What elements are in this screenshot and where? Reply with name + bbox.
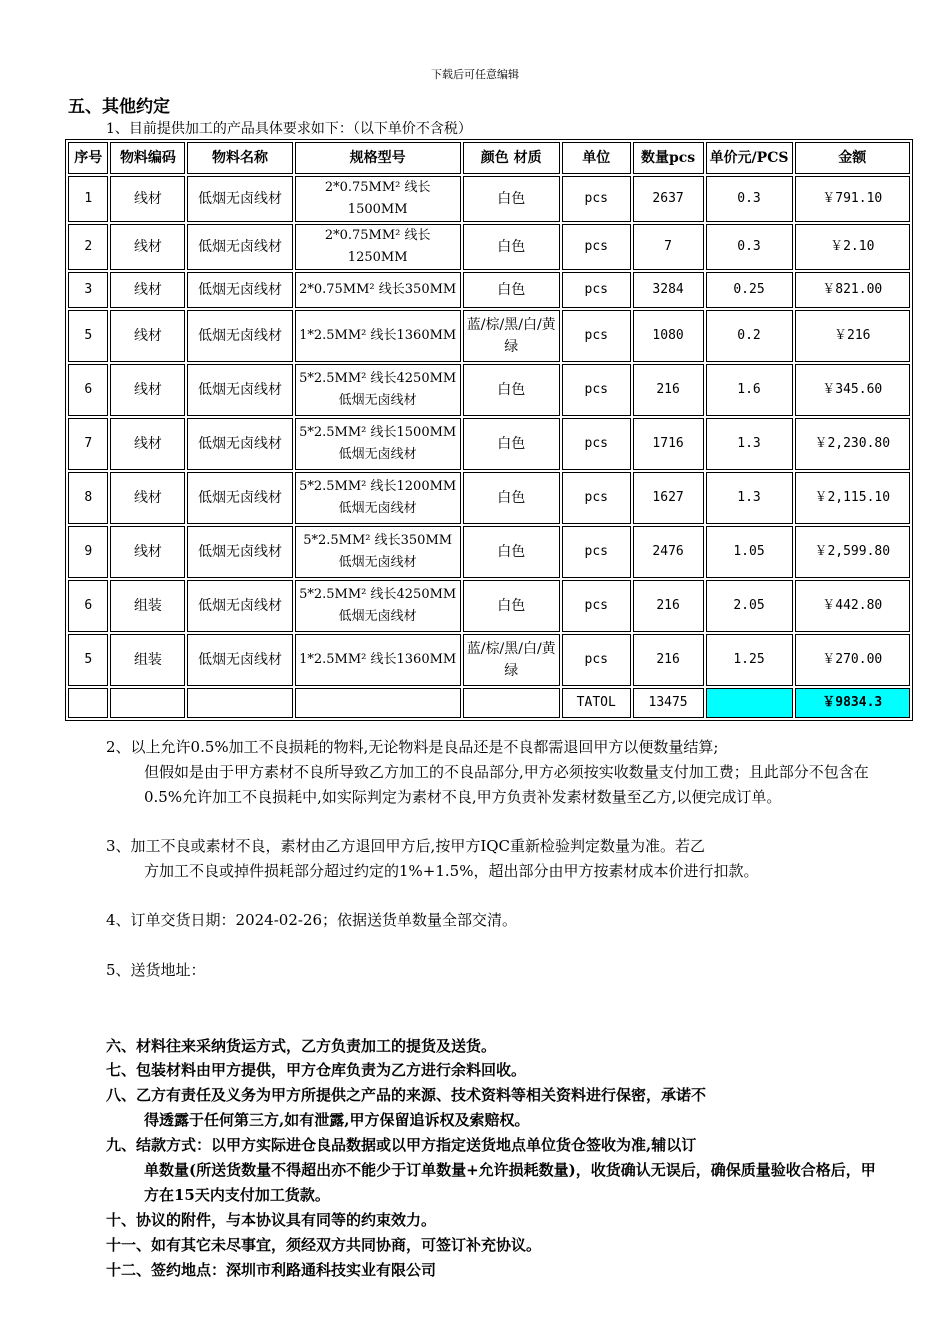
total-cell: [110, 688, 185, 718]
spec-line: 2*0.75MM² 线长1250MM: [324, 228, 431, 265]
cell-name: 低烟无卤线材: [187, 526, 292, 578]
cell-price: 1.05: [706, 526, 793, 578]
cell-color: 白色: [463, 272, 560, 308]
cell-color: 白色: [463, 224, 560, 270]
cell-price: 0.2: [706, 310, 793, 362]
cell-qty: 216: [633, 634, 704, 686]
clause-2-line1: 2、以上允许0.5%加工不良损耗的物料,无论物料是良品还是不良都需退回甲方以便数量结算;: [106, 738, 719, 756]
cell-no: 7: [68, 418, 108, 470]
cell-name: 低烟无卤线材: [187, 310, 292, 362]
cell-name: 低烟无卤线材: [187, 580, 292, 632]
total-cell: [295, 688, 461, 718]
cell-price: 2.05: [706, 580, 793, 632]
cell-code: 线材: [110, 364, 185, 416]
spec-line: 5*2.5MM² 线长1200MM: [299, 479, 457, 494]
clause-2-cont: 但假如是由于甲方素材不良所导致乙方加工的不良品部分,甲方必须按实收数量支付加工费；且此部分不包含在0.5%允许加工不良损耗中,如实际判定为素材不良,甲方负责补发素材数量至乙方,以便完成订单。: [144, 763, 869, 806]
cell-amount: ￥791.10: [795, 176, 910, 222]
article-10: 十、协议的附件，与本协议具有同等的约束效力。: [106, 1211, 437, 1229]
cell-price: 1.3: [706, 472, 793, 524]
column-header: 单位: [562, 142, 631, 174]
cell-code: 组装: [110, 580, 185, 632]
cell-no: 8: [68, 472, 108, 524]
cell-no: 1: [68, 176, 108, 222]
cell-name: 低烟无卤线材: [187, 224, 292, 270]
cell-spec: [295, 224, 461, 270]
cell-name: 低烟无卤线材: [187, 364, 292, 416]
clause-5: 5、送货地址：: [106, 961, 206, 979]
cell-name: 低烟无卤线材: [187, 634, 292, 686]
cell-qty: 2637: [633, 176, 704, 222]
cell-unit: pcs: [562, 580, 631, 632]
table-row: [68, 364, 910, 416]
cell-amount: ￥2,230.80: [795, 418, 910, 470]
cell-name: 低烟无卤线材: [187, 272, 292, 308]
cell-qty: 3284: [633, 272, 704, 308]
spec-line: 1*2.5MM² 线长1360MM: [299, 652, 457, 667]
cell-color: 白色: [463, 472, 560, 524]
clause-2: [106, 735, 886, 810]
clause-3: [106, 834, 886, 884]
cell-name: 低烟无卤线材: [187, 418, 292, 470]
cell-price: 0.3: [706, 224, 793, 270]
cell-code: 线材: [110, 310, 185, 362]
spec-line: 5*2.5MM² 线长350MM: [303, 533, 453, 548]
column-header: 序号: [68, 142, 108, 174]
cell-color: 白色: [463, 580, 560, 632]
cell-amount: ￥821.00: [795, 272, 910, 308]
cell-amount: ￥442.80: [795, 580, 910, 632]
total-cell: [187, 688, 292, 718]
cell-color: 白色: [463, 176, 560, 222]
article-7: 七、包装材料由甲方提供，甲方仓库负责为乙方进行余料回收。: [106, 1061, 527, 1079]
cell-qty: 1627: [633, 472, 704, 524]
cell-no: 9: [68, 526, 108, 578]
section-title: 五、其他约定: [68, 97, 170, 117]
cell-qty: 1716: [633, 418, 704, 470]
cell-spec: [295, 472, 461, 524]
cell-no: 6: [68, 580, 108, 632]
cell-color: 蓝/棕/黑/白/黄绿: [463, 634, 560, 686]
cell-color: 蓝/棕/黑/白/黄绿: [463, 310, 560, 362]
cell-color: 白色: [463, 418, 560, 470]
cell-qty: 216: [633, 580, 704, 632]
cell-unit: pcs: [562, 364, 631, 416]
cell-code: 组装: [110, 634, 185, 686]
article-8: [106, 1083, 886, 1133]
cell-unit: pcs: [562, 272, 631, 308]
cell-no: 3: [68, 272, 108, 308]
cell-amount: ￥2,115.10: [795, 472, 910, 524]
spec-line-2: 低烟无卤线材: [338, 447, 417, 462]
spec-line-2: 低烟无卤线材: [338, 609, 417, 624]
cell-code: 线材: [110, 224, 185, 270]
column-header: 物料名称: [187, 142, 292, 174]
article-11: 十一、如有其它未尽事宜，须经双方共同协商，可签订补充协议。: [106, 1236, 542, 1254]
cell-spec: [295, 272, 461, 308]
cell-price: 1.6: [706, 364, 793, 416]
cell-price: 0.25: [706, 272, 793, 308]
column-header: 物料编码: [110, 142, 185, 174]
cell-price: 1.25: [706, 634, 793, 686]
column-header: 金额: [795, 142, 910, 174]
article-9: [106, 1133, 886, 1208]
cell-unit: pcs: [562, 176, 631, 222]
total-cell: [463, 688, 560, 718]
spec-line: 5*2.5MM² 线长4250MM: [299, 371, 457, 386]
spec-line: 1*2.5MM² 线长1360MM: [299, 328, 457, 343]
cell-color: 白色: [463, 526, 560, 578]
spec-line: 5*2.5MM² 线长4250MM: [299, 587, 457, 602]
cell-name: 低烟无卤线材: [187, 176, 292, 222]
clause-3-line1: 3、加工不良或素材不良，素材由乙方退回甲方后,按甲方IQC重新检验判定数量为准。若乙: [106, 837, 706, 855]
cell-amount: ￥2,599.80: [795, 526, 910, 578]
total-row: [68, 688, 910, 718]
article-9-line1: 九、结款方式：以甲方实际进仓良品数据或以甲方指定送货地点单位货仓签收为准,辅以订: [106, 1136, 697, 1154]
cell-no: 6: [68, 364, 108, 416]
cell-code: 线材: [110, 176, 185, 222]
cell-spec: [295, 364, 461, 416]
cell-unit: pcs: [562, 634, 631, 686]
cell-qty: 216: [633, 364, 704, 416]
spec-line: 5*2.5MM² 线长1500MM: [299, 425, 457, 440]
intro-text: 1、目前提供加工的产品具体要求如下：（以下单价不含税）: [106, 121, 472, 137]
table-row: [68, 176, 910, 222]
spec-line-2: 低烟无卤线材: [338, 555, 417, 570]
cell-amount: ￥2.10: [795, 224, 910, 270]
table-row: [68, 580, 910, 632]
product-table: [65, 139, 913, 721]
article-9-cont: 单数量(所送货数量不得超出亦不能少于订单数量+允许损耗数量)，收货确认无误后，确保质量验收合格后，甲方在15天内支付加工货款。: [144, 1161, 876, 1204]
cell-spec: [295, 176, 461, 222]
cell-color: 白色: [463, 364, 560, 416]
column-header: 单价元/PCS: [706, 142, 793, 174]
cell-code: 线材: [110, 418, 185, 470]
cell-unit: pcs: [562, 310, 631, 362]
cell-amount: ￥270.00: [795, 634, 910, 686]
highlight-cell: [706, 688, 793, 718]
table-row: [68, 472, 910, 524]
total-amount: ￥9834.3: [795, 688, 910, 718]
spec-line-2: 低烟无卤线材: [338, 393, 417, 408]
cell-spec: [295, 526, 461, 578]
cell-unit: pcs: [562, 526, 631, 578]
total-cell: [68, 688, 108, 718]
cell-qty: 1080: [633, 310, 704, 362]
spec-line: 2*0.75MM² 线长1500MM: [324, 180, 431, 217]
article-8-cont: 得透露于任何第三方,如有泄露,甲方保留追诉权及索赔权。: [144, 1111, 530, 1129]
column-header: 数量pcs: [633, 142, 704, 174]
cell-qty: 2476: [633, 526, 704, 578]
cell-price: 0.3: [706, 176, 793, 222]
spec-line: 2*0.75MM² 线长350MM: [299, 282, 457, 297]
table-header-row: [68, 142, 910, 174]
column-header: 规格型号: [295, 142, 461, 174]
table-row: [68, 310, 910, 362]
cell-qty: 7: [633, 224, 704, 270]
cell-unit: pcs: [562, 224, 631, 270]
cell-spec: [295, 418, 461, 470]
cell-code: 线材: [110, 272, 185, 308]
cell-unit: pcs: [562, 472, 631, 524]
total-label: TATOL: [562, 688, 631, 718]
cell-no: 2: [68, 224, 108, 270]
cell-spec: [295, 310, 461, 362]
cell-unit: pcs: [562, 418, 631, 470]
clause-4: 4、订单交货日期：2024-02-26；依据送货单数量全部交清。: [106, 911, 518, 929]
cell-price: 1.3: [706, 418, 793, 470]
table-row: [68, 526, 910, 578]
total-qty: 13475: [633, 688, 704, 718]
cell-amount: ￥345.60: [795, 364, 910, 416]
table-row: [68, 272, 910, 308]
table-row: [68, 224, 910, 270]
cell-no: 5: [68, 310, 108, 362]
cell-code: 线材: [110, 526, 185, 578]
article-12: 十二、签约地点：深圳市利路通科技实业有限公司: [106, 1261, 437, 1279]
article-8-line1: 八、乙方有责任及义务为甲方所提供之产品的来源、技术资料等相关资料进行保密，承诺不: [106, 1086, 707, 1104]
column-header: 颜色 材质: [463, 142, 560, 174]
cell-no: 5: [68, 634, 108, 686]
cell-amount: ￥216: [795, 310, 910, 362]
spec-line-2: 低烟无卤线材: [338, 501, 417, 516]
clause-3-cont: 方加工不良或掉件损耗部分超过约定的1%+1.5%，超出部分由甲方按素材成本价进行扣款。: [144, 862, 759, 880]
cell-name: 低烟无卤线材: [187, 472, 292, 524]
header-note: 下载后可任意编辑: [431, 68, 519, 81]
table-row: [68, 634, 910, 686]
table-row: [68, 418, 910, 470]
cell-spec: [295, 580, 461, 632]
cell-code: 线材: [110, 472, 185, 524]
article-6: 六、材料往来采纳货运方式，乙方负责加工的提货及送货。: [106, 1037, 497, 1055]
cell-spec: [295, 634, 461, 686]
